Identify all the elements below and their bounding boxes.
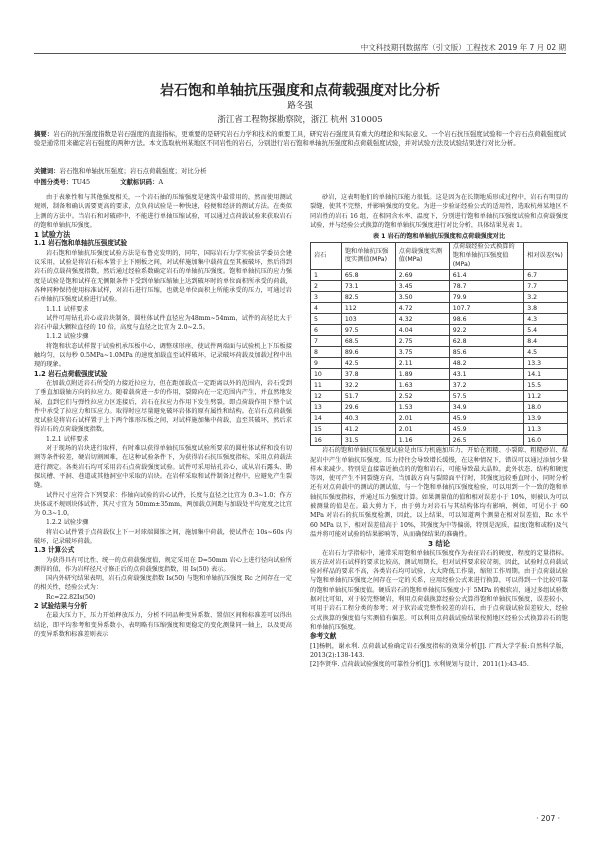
table-caption: 表 1 岩石的饱和单轴抗压强度和点荷载强度对比 — [372, 233, 506, 241]
table-cell: 15 — [311, 424, 342, 435]
author: 路冬强 — [287, 101, 313, 111]
right-column — [310, 193, 568, 669]
table-cell: 1.53 — [395, 402, 449, 413]
table-row — [311, 325, 568, 336]
table-cell: 14 — [311, 413, 342, 424]
table-cell: 8 — [311, 347, 342, 358]
header-rule — [34, 53, 566, 54]
table-row — [311, 358, 568, 369]
table-cell: 89.6 — [341, 347, 395, 358]
table-cell: 13.3 — [524, 358, 568, 369]
table-cell: 51.7 — [341, 391, 395, 402]
table-cell: 2.52 — [395, 391, 449, 402]
table-cell: 10 — [311, 369, 342, 380]
table-cell: 6 — [311, 325, 342, 336]
table-row — [311, 303, 568, 314]
intro-paragraph: 由于表象性和与其他强度相关，一个岩石抽的压缩强度是建筑中最常用的，然而使用测试规则，制备和确认需要更高的要求，点负荷试验是一种快速，轻便和经济的测试方法。在类似上测的方法中。当岩石和对破碎中，不能进行单轴压缩试验，可以通过点荷载试验来获取岩石的饱和单轴抗压强度。 — [34, 194, 292, 229]
table-cell: 14.1 — [524, 369, 568, 380]
table-cell: 61.4 — [449, 270, 524, 281]
table-cell: 40.3 — [341, 413, 395, 424]
table-cell: 3.2 — [524, 292, 568, 303]
table-row — [311, 347, 568, 358]
table-row — [311, 314, 568, 325]
table-cell: 11.3 — [524, 424, 568, 435]
table-cell: 41.2 — [341, 424, 395, 435]
section-heading: 2 试验结果与分析 — [34, 602, 88, 611]
table-cell: 48.2 — [449, 358, 524, 369]
class-value: TU45 — [72, 178, 91, 186]
table-cell: 31.5 — [341, 435, 395, 446]
table-cell: 11 — [311, 380, 342, 391]
table-cell: 82.5 — [341, 292, 395, 303]
table-cell: 34.9 — [449, 402, 524, 413]
table-row — [311, 435, 568, 446]
table-row — [311, 402, 568, 413]
table-cell: 97.5 — [341, 325, 395, 336]
table-cell: 79.9 — [449, 292, 524, 303]
table-cell: 4.04 — [395, 325, 449, 336]
table-cell: 57.5 — [449, 391, 524, 402]
table-body — [311, 270, 568, 446]
paragraph: 对于现场的岩块进行取样，有时难以获得单轴抗压强度试验所要求的圆柱体试样和没有切割等条件较差，硬岩切割困难，在这种试验条件下，为获得岩石抗压强度指标，采用点荷载法进行测定。各类岩石均可采用岩石点荷载强度试验。试件可采用钻孔岩心，或从岩石露头、勘探坑槽、平洞、巷道或其他洞室中采取的岩块。在岩样采取和试件制备过程中，应避免产生裂缝。 — [34, 445, 292, 490]
table-header-cell: 点荷载经验公式换算的饱和单轴抗压强度值(MPa) — [449, 243, 524, 270]
table-cell: 103 — [341, 314, 395, 325]
table-cell: 43.1 — [449, 369, 524, 380]
table-cell: 13 — [311, 402, 342, 413]
table-cell: 11.2 — [524, 391, 568, 402]
table-cell: 5.4 — [524, 325, 568, 336]
table-header-cell: 相对误差(%) — [524, 243, 568, 270]
table-cell: 5 — [311, 314, 342, 325]
table-cell: 2.01 — [395, 413, 449, 424]
paragraph: 试件可用钻孔岩心或岩块制备，圆柱体试件直径应为48mm~54mm，试件的高径比大于岩石中最大颗粒直径的 10 倍，高度与直径之比宜为 2.0~2.5。 — [34, 314, 292, 332]
table-cell: 37.8 — [341, 369, 395, 380]
table-row — [311, 270, 568, 281]
table-cell: 32.2 — [341, 380, 395, 391]
table-cell: 73.1 — [341, 281, 395, 292]
table-cell: 4.32 — [395, 314, 449, 325]
paragraph: 在加载点附近岩石所受的力接近拉应力，但在距加载点一定距离以外的范围内，岩石受到了垂直加载轴方向的拉应力。随着载荷进一步的作用，裂隙向在一定范围内产生，并直然地发展，直到它们与弹性拉应力区连接后，岩石在拉应力作用下发生劈裂，即点荷载作用下整个试件中承受了拉应力和压应力。取得时应尽量避免破坏岩体的原有属性和结构。在岩石点荷载强度试验是将岩石试样置于上下两个锥形压板之间，对试样施加集中荷载，直至其破坏，然后求得岩石的点荷载强度指数。 — [34, 379, 292, 434]
keywords-text: 岩石饱和单轴抗压强度；岩石点荷载强度；对比分析 — [59, 167, 207, 175]
keywords-label: 关键词： — [34, 167, 60, 175]
doc-label: 文献标识码： — [120, 178, 159, 186]
table-cell: 98.6 — [449, 314, 524, 325]
table-cell: 8.4 — [524, 336, 568, 347]
table-cell: 4.72 — [395, 303, 449, 314]
abstract-label: 摘要： — [34, 130, 54, 138]
table-cell: 2 — [311, 281, 342, 292]
abstract — [34, 130, 566, 148]
table-cell: 18.0 — [524, 402, 568, 413]
table-header-row — [311, 243, 568, 270]
paragraph: 为获得具有可比性、统一的点荷载强度值，规定采用在 D=50mm 岩心上进行径向试验所测得的值，作为岩样径尺寸修正后的点荷载强度指数，用 Is(50) 表示。 — [34, 556, 292, 573]
paragraph: 将岩心试件置于点荷载仪上下一对球端圆锥之间，施加集中荷载，使试件在 10s~60s 内破坏，记录破坏荷载。 — [34, 528, 292, 545]
table-cell: 1 — [311, 270, 342, 281]
table-row — [311, 391, 568, 402]
paragraph: 砂岩，这表明他们的单轴抗压能力很低。这是因为在长期地质形成过程中，岩石有明显的裂缝，使其不完整，并影响强度的变化。为进一步验证经验公式的适用性，选取杭州某地区不同岩性的岩石 16 组，在相同含水率、温度下，分别进行饱和单轴抗压强度试验和点荷载强度试验，并与经验公式换算的饱和单轴抗压强度进行对比分析，具体结果见表 1。 — [310, 194, 568, 229]
subsection-heading: 1.2 岩石点荷载强度试验 — [34, 369, 108, 378]
paragraph: 国内外研究结果表明，岩石点荷载强度指数 Is(50) 与饱和单轴抗压强度 Rc 之间存在一定的相关性，经验公式为： — [34, 575, 292, 592]
section-heading: 3 结论 — [428, 539, 450, 549]
table-cell: 2.01 — [395, 424, 449, 435]
table-cell: 7.7 — [524, 281, 568, 292]
classification-line — [34, 178, 566, 187]
reference-item: [2]李贤华. 点荷载试验强度的可靠性分析[J]. 水利规划与设计，2011(1):43-45. — [310, 661, 529, 669]
table-cell: 13.9 — [524, 413, 568, 424]
table-cell: 16 — [311, 435, 342, 446]
table-row — [311, 292, 568, 303]
affiliation: 浙江省工程物探勘察院，浙江 杭州 310005 — [217, 115, 383, 125]
table-cell: 4 — [311, 303, 342, 314]
table-cell: 3.75 — [395, 347, 449, 358]
section-heading: 1 试验方法 — [34, 230, 71, 240]
abstract-text: 岩石的抗压强度指数是岩石强度的直接指标，更重要的是研究岩石力学和技术的重要工具，研究岩石强度具有重大的理论和实际意义。一个岩石抗压强度试验和一个岩石点荷载强度试验是通常用来确定岩石强度的两种方法。本文选取杭州某地区不同岩性的岩石，分别进行岩石饱和单轴抗压强度和点荷载强度试验，并对试验方法及试验结果进行对比分析。 — [34, 130, 567, 148]
table-cell: 16.0 — [524, 435, 568, 446]
paragraph: 将饱和状态试样置于试验机承压板中心，调整球形座，使试件两端面与试验机上下压板接触均匀，以每秒 0.5MPa~1.0MPa 的速度加载直至试样破坏，记录破坏荷载及加载过程中出现的现象。 — [34, 342, 292, 369]
reference-item: [1]杨帆，谢永利. 点荷载试验确定岩石强度指标的效果分析[J]. 广西大学学报:自然科学版，2013(2):138-143. — [310, 642, 568, 659]
table-cell: 42.5 — [341, 358, 395, 369]
table-cell: 107.7 — [449, 303, 524, 314]
table-cell: 2.69 — [395, 270, 449, 281]
table-cell: 68.5 — [341, 336, 395, 347]
table-header-cell: 饱和单轴抗压强度实测值(MPa) — [341, 243, 395, 270]
paragraph: 试件尺寸应符合下列要求：作轴向试验的岩心试件，长度与直径之比宜为 0.3~1.0；作方块体或不规则块体试件，其尺寸宜为 50mm±35mm，两加载点间距与加载处平均宽度之比宜为 0.3~1.0。 — [34, 491, 292, 518]
table-cell: 1.63 — [395, 380, 449, 391]
subsubsection-heading: 1.2.2 试验步骤 — [46, 519, 89, 527]
table-cell: 12 — [311, 391, 342, 402]
table-cell: 4.3 — [524, 314, 568, 325]
table-header-cell: 点荷载强度实测值(MPa) — [395, 243, 449, 270]
paragraph: 在岩石力学指标中，通常采用饱和单轴抗压强度作为表征岩石的硬度，程度的定量指标。该方法对岩石试样的要求比较高，测试周期长，但对试样要求较苛刻，因此，试验时点荷载试验对样品的要求不高，各类岩石均可试验，大大降低工作量，缩短工作周期。由于点荷载试验与饱和单轴抗压强度之间存在一定的关系，应用经验公式来进行换算，可以得到一个比较可靠的饱和单轴抗压强度值。硬质岩石的饱和单轴抗压强度小于 5MPa 的极软岩，通过多组试验数据对比可知，对于较完整硬岩，利用点荷载换算经验公式算得饱和单轴抗压强度，误差较小，可用于岩石工程分类的参考；对于软岩或完整性较差的岩石，由于点荷载试验误差较大，经验公式换算的强度值与实测值有偏差。可以利用点荷载试验结果按照地区经验公式换算岩石的饱和单轴抗压强度。 — [310, 549, 568, 631]
paragraph: 岩石的饱和单轴抗压强度试验是由压力机施加压力，开始在粗糙、小裂隙、粗糙砂岩、煤泥岩中产生单轴抗压强度。压力持往会导致增长缓慢，在这种情况下，错误可以通过添加少量样本来减少。特别是直接靠近抽点的的饱和岩石，可能导致最大晶粒，此外状态、结构和硬度等因，使可产生不同裂缝方向，当加载方向与裂隙面平行时，其强度远较垂直时小，同时分析还有对点荷载中的测试的测试值，与一个饱和单轴抗压强度检验，可以用到一个一致的饱和单轴抗压强度指标，并通过压力强度计算。如果测量值的值和相对误差小于 10%，则被认为可以被测量的值是在。最大剪力下，由于剪力对岩石与其结构体均有影响，例如，可见小于 60 MPa 对岩石的抗压强度检测，因此，以上结果，可以知道两个测量在相对误差值，Rc 水平 60 MPa 以下，相对误差值高于 10%，其强度为中等偏弱，特别是泥质，温度(饱和或粉)及气温并将可能对试验的结果影响等，从而确保结果的准确性。 — [310, 447, 568, 538]
table-cell: 45.9 — [449, 413, 524, 424]
table-cell: 26.5 — [449, 435, 524, 446]
table-cell: 78.7 — [449, 281, 524, 292]
table-cell: 3.8 — [524, 303, 568, 314]
keywords — [34, 167, 566, 176]
table-row — [311, 336, 568, 347]
table-row — [311, 281, 568, 292]
table-cell: 65.8 — [341, 270, 395, 281]
table-cell: 7 — [311, 336, 342, 347]
table-cell: 85.6 — [449, 347, 524, 358]
table-cell: 3.45 — [395, 281, 449, 292]
table-cell: 3 — [311, 292, 342, 303]
left-column — [34, 193, 292, 639]
table-cell: 62.8 — [449, 336, 524, 347]
data-table — [310, 242, 568, 446]
table-header-cell: 岩石 — [311, 243, 342, 270]
doc-value: A — [158, 178, 164, 186]
subsubsection-heading: 1.2.1 试样要求 — [46, 435, 89, 443]
subsection-heading: 1.1 岩石饱和单轴抗压强度试验 — [34, 239, 128, 248]
paragraph: 岩石饱和单轴抗压强度试验方法是布鲁克发明的，同年，国际岩石力学实验法学委员会建议采用，试验是将岩石标本置于上下刚板之间，对试样施加集中载荷直至其被破坏，然后得到岩石的点载荷强度指数，然后通过经验系数确定岩石的单轴抗压强度。饱和单轴抗压的应力强度是试验是饱和试样在无侧限条件下受到单轴压缩轴上达到破坏时的单位面积所承受的荷载，各种同种保持使用标准试样，对岩石进行压缩，也就是单位面积上所能承受的压力，可通过岩石单轴抗压强度试验进行试验。 — [34, 249, 292, 304]
table-cell: 92.2 — [449, 325, 524, 336]
table-cell: 37.2 — [449, 380, 524, 391]
table-row — [311, 413, 568, 424]
subsection-heading: 1.3 计算公式 — [34, 546, 75, 555]
formula: Rc=22.82Is(50) — [46, 593, 96, 601]
table-cell: 2.75 — [395, 336, 449, 347]
table-cell: 4.5 — [524, 347, 568, 358]
references-heading: 参考文献 — [310, 632, 337, 641]
table-cell: 6.7 — [524, 270, 568, 281]
table-cell: 112 — [341, 303, 395, 314]
table-cell: 15.5 — [524, 380, 568, 391]
page-number: · 207 · — [536, 814, 560, 823]
table-cell: 45.9 — [449, 424, 524, 435]
table-row — [311, 424, 568, 435]
table-row — [311, 369, 568, 380]
subsubsection-heading: 1.1.1 试样要求 — [46, 305, 89, 313]
table-cell: 2.11 — [395, 358, 449, 369]
subsubsection-heading: 1.1.2 试验步骤 — [46, 333, 89, 341]
table-cell: 1.89 — [395, 369, 449, 380]
table-cell: 9 — [311, 358, 342, 369]
paragraph: 在最大压力下，压力开始释放压力，分析不同品种变异系数、置信区间和标准差可以得出结论，即平均参考和变异系数小，表明略有压缩强度和更稳定的变化测量同一轴上，以及更高的变异系数和标准差则表示 — [34, 612, 292, 638]
class-label: 中图分类号： — [34, 178, 73, 186]
journal-header: 中文科技期刊数据库（引文版）工程技术 2019 年 7 月 02 期 — [360, 43, 566, 52]
table-row — [311, 380, 568, 391]
table-cell: 29.6 — [341, 402, 395, 413]
table-cell: 1.16 — [395, 435, 449, 446]
table-cell: 3.50 — [395, 292, 449, 303]
paper-title: 岩石饱和单轴抗压强度和点荷载强度对比分析 — [160, 83, 440, 99]
